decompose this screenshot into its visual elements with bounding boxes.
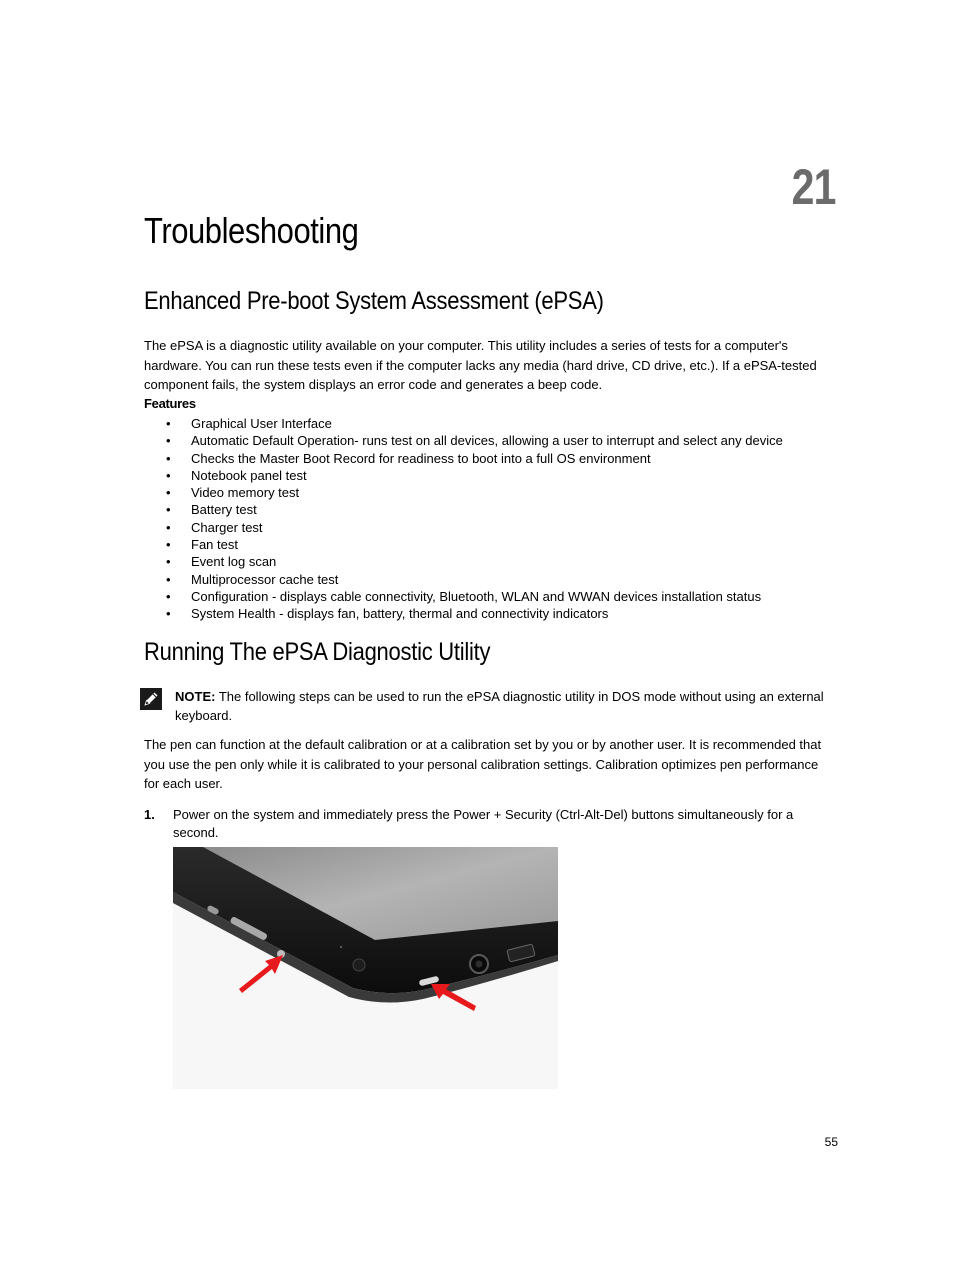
list-item: • Battery test <box>166 502 257 518</box>
list-item: • Configuration - displays cable connectivity, Bluetooth, WLAN and WWAN devices installation status <box>166 588 762 604</box>
list-item: • Charger test <box>166 519 263 535</box>
list-item: • Fan test <box>166 537 238 553</box>
pencil-note-icon <box>140 688 162 710</box>
note-body: The following steps can be used to run the ePSA diagnostic utility in DOS mode without using an external keyboard. <box>175 689 824 723</box>
list-item: • Checks the Master Boot Record for readiness to boot into a full OS environment <box>166 450 651 466</box>
step-text: Power on the system and immediately press the Power + Security (Ctrl-Alt-Del) buttons simultaneously for a second. <box>173 807 794 840</box>
list-item: • Multiprocessor cache test <box>166 571 339 587</box>
list-item: • Graphical User Interface <box>166 416 332 431</box>
step-number: 1. <box>144 807 155 822</box>
page-title: Troubleshooting <box>144 210 359 251</box>
section-heading-running-epsa: Running The ePSA Diagnostic Utility <box>144 638 491 666</box>
list-item: • Automatic Default Operation- runs test on all devices, allowing a user to interrupt and select any device <box>166 433 783 449</box>
list-item: • Event log scan <box>166 554 277 570</box>
intro-paragraph: The ePSA is a diagnostic utility available on your computer. This utility includes a series of tests for a computer's hardware. You can run these tests even if the computer lacks any media (hard drive, CD drive, etc.). If a ePSA-tested component fails, the system displays an error code and generates a beep code. <box>144 338 817 392</box>
list-item: • Notebook panel test <box>166 467 307 483</box>
list-item: • Video memory test <box>166 485 300 501</box>
note-text <box>175 687 835 725</box>
features-label: Features <box>144 396 196 411</box>
note-label: NOTE: <box>175 689 216 704</box>
tablet-buttons-photo <box>173 847 558 1089</box>
calibration-paragraph: The pen can function at the default calibration or at a calibration set by you or by another user. It is recommended that you use the pen only while it is calibrated to your personal calibration settings. Calibration optimizes pen performance for each user. <box>144 737 822 791</box>
page-number: 55 <box>824 1135 838 1149</box>
features-list <box>164 415 783 623</box>
section-heading-epsa: Enhanced Pre-boot System Assessment (ePSA) <box>144 287 604 315</box>
list-item: • System Health - displays fan, battery, thermal and connectivity indicators <box>166 606 609 622</box>
chapter-number: 21 <box>792 159 836 215</box>
